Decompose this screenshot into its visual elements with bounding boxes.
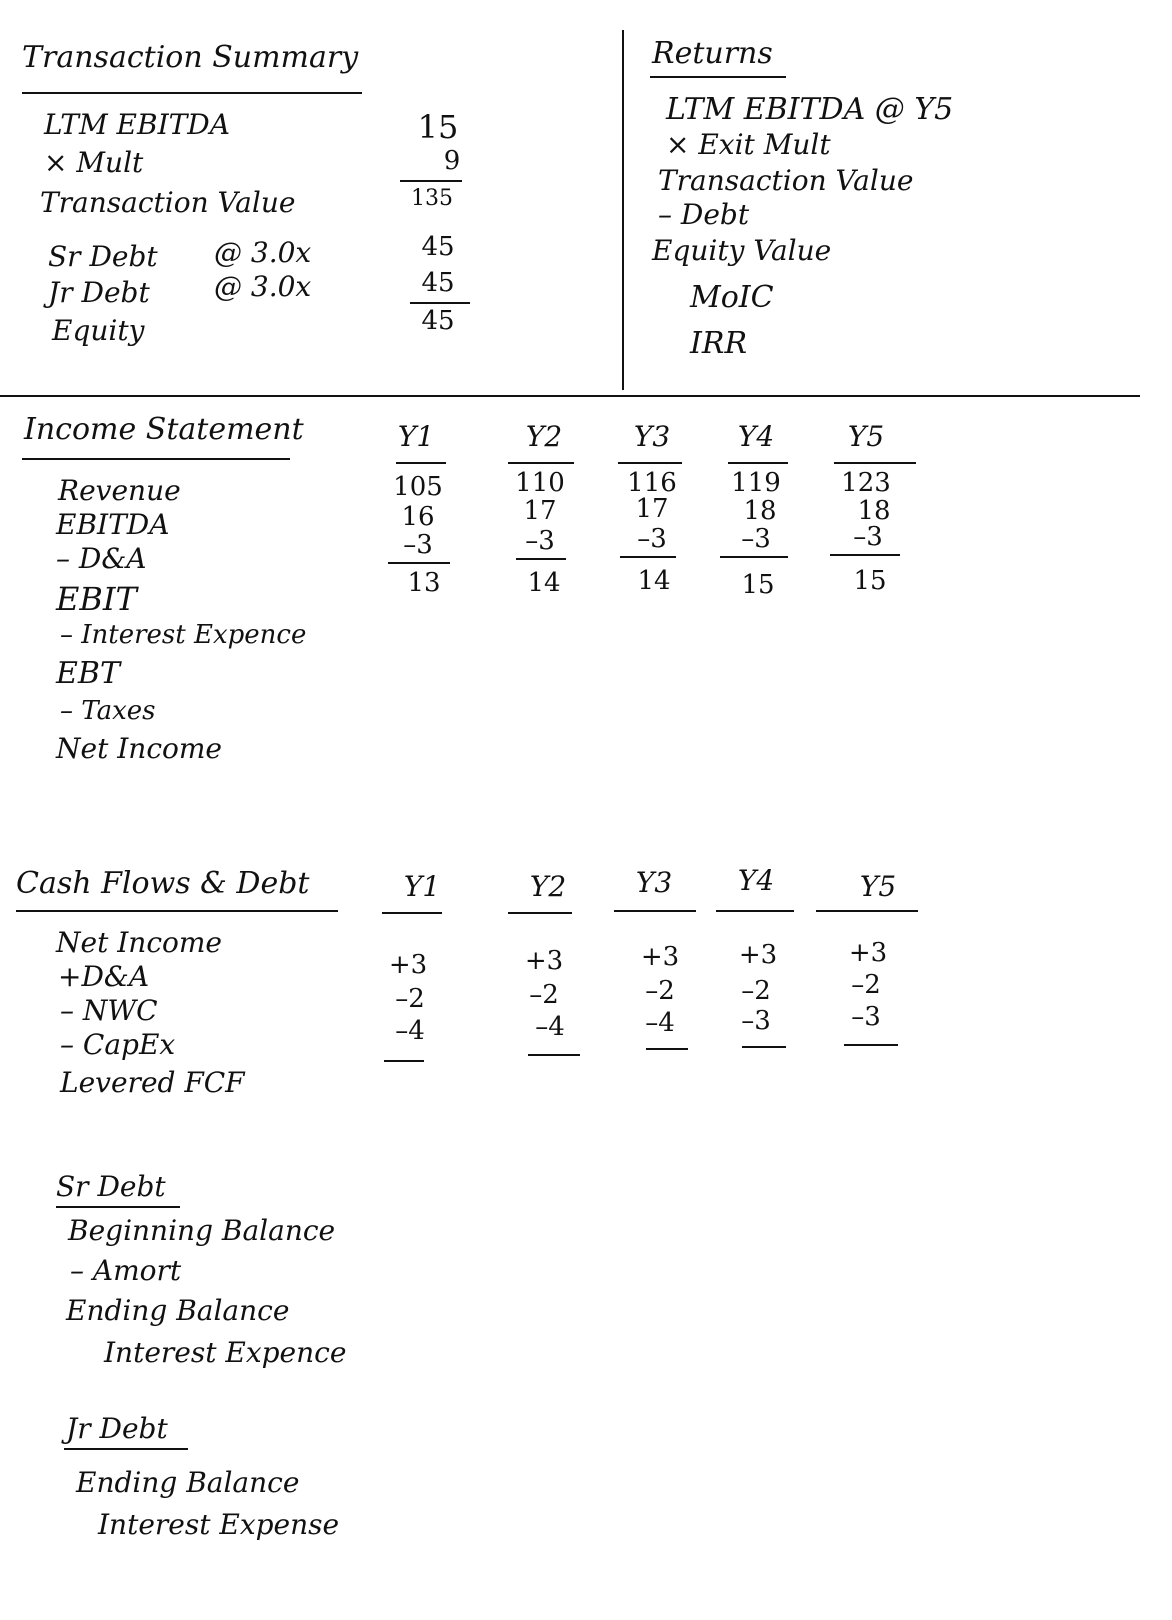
income-label: EBITDA: [56, 508, 170, 541]
sum-rule: [844, 1044, 898, 1046]
equity-value: 45: [421, 306, 455, 336]
sum-rule: [400, 180, 462, 182]
header-underline: [614, 910, 696, 912]
ebitda-y1: 16: [401, 502, 435, 532]
header-underline: [618, 462, 682, 464]
title-underline: [56, 1206, 180, 1208]
sum-rule: [388, 562, 450, 564]
cf-capex-y1: –4: [395, 1016, 425, 1046]
header-underline: [834, 462, 916, 464]
year-header: Y5: [859, 870, 897, 903]
sum-rule: [646, 1048, 688, 1050]
irr-label: IRR: [690, 326, 748, 361]
debt-line: Beginning Balance: [68, 1214, 336, 1247]
da-y5: –3: [853, 522, 883, 552]
ebitda-y2: 17: [523, 496, 557, 526]
year-header: Y4: [737, 420, 775, 453]
moic-label: MoIC: [690, 280, 774, 315]
vertical-divider: [622, 30, 624, 390]
debt-line: Ending Balance: [66, 1294, 290, 1327]
ebit-y5: 15: [853, 566, 887, 596]
sum-rule: [720, 556, 788, 558]
cf-capex-y4: –3: [741, 1006, 771, 1036]
returns-line: × Exit Mult: [666, 128, 831, 161]
sr-debt-mult: @ 3.0x: [214, 236, 312, 269]
ebit-y3: 14: [637, 566, 671, 596]
revenue-y4: 119: [731, 468, 781, 498]
header-underline: [396, 462, 446, 464]
year-header: Y1: [403, 870, 441, 903]
da-y2: –3: [525, 526, 555, 556]
returns-title: Returns: [652, 36, 773, 71]
debt-interest: Interest Expense: [98, 1508, 340, 1541]
cash-flow-label: – NWC: [60, 994, 158, 1027]
debt-line: Ending Balance: [76, 1466, 300, 1499]
cf-nwc-y3: –2: [645, 976, 675, 1006]
income-label: – Taxes: [60, 696, 156, 726]
header-underline: [816, 910, 918, 912]
sum-rule: [742, 1046, 786, 1048]
ltm-ebitda-label: LTM EBITDA: [44, 108, 230, 141]
year-header: Y2: [529, 870, 567, 903]
ebit-y2: 14: [527, 568, 561, 598]
header-underline: [728, 462, 788, 464]
ebit-y1: 13: [407, 568, 441, 598]
cf-da-y5: +3: [848, 938, 888, 968]
transaction-value: 135: [411, 186, 453, 211]
debt-interest: Interest Expence: [104, 1336, 347, 1369]
mult-value: 9: [443, 146, 461, 176]
sum-rule: [528, 1054, 580, 1056]
year-header: Y5: [847, 420, 885, 453]
revenue-y3: 116: [627, 468, 677, 498]
title-underline: [22, 458, 290, 460]
ebitda-y5: 18: [857, 496, 891, 526]
year-header: Y2: [525, 420, 563, 453]
title-underline: [16, 910, 338, 912]
cf-nwc-y4: –2: [741, 976, 771, 1006]
cf-da-y3: +3: [640, 942, 680, 972]
title-underline: [64, 1448, 188, 1450]
income-label: EBT: [56, 656, 120, 691]
horizontal-divider: [0, 395, 1140, 397]
sr-debt-label: Sr Debt: [48, 240, 158, 273]
jr-debt-label: Jr Debt: [48, 276, 150, 309]
income-label: Net Income: [56, 732, 222, 765]
debt-schedule-title: Jr Debt: [66, 1412, 168, 1445]
equity-label: Equity: [52, 314, 145, 347]
cf-nwc-y5: –2: [851, 970, 881, 1000]
transaction-summary-title: Transaction Summary: [22, 40, 359, 75]
cf-capex-y2: –4: [535, 1012, 565, 1042]
cf-da-y4: +3: [738, 940, 778, 970]
cash-flow-label: – CapEx: [60, 1028, 176, 1061]
da-y1: –3: [403, 530, 433, 560]
sum-rule: [410, 302, 470, 304]
income-label: – D&A: [56, 542, 147, 575]
revenue-y5: 123: [841, 468, 891, 498]
cf-da-y2: +3: [524, 946, 564, 976]
mult-label: × Mult: [44, 146, 144, 179]
ltm-ebitda-value: 15: [417, 108, 459, 146]
sum-rule: [830, 554, 900, 556]
header-underline: [716, 910, 794, 912]
da-y3: –3: [637, 524, 667, 554]
cf-capex-y3: –4: [645, 1008, 675, 1038]
returns-line: – Debt: [658, 198, 750, 231]
returns-line: Equity Value: [652, 234, 832, 267]
income-label: – Interest Expence: [60, 620, 307, 650]
income-statement-title: Income Statement: [24, 412, 304, 447]
ebit-y4: 15: [741, 570, 775, 600]
cash-flow-label: Net Income: [56, 926, 222, 959]
cf-nwc-y1: –2: [395, 984, 425, 1014]
header-underline: [382, 912, 442, 914]
debt-line: – Amort: [70, 1254, 182, 1287]
jr-debt-mult: @ 3.0x: [214, 270, 312, 303]
ebitda-y4: 18: [743, 496, 777, 526]
cash-flow-label: Levered FCF: [60, 1066, 245, 1099]
sum-rule: [384, 1060, 424, 1062]
sr-debt-value: 45: [421, 232, 455, 262]
da-y4: –3: [741, 524, 771, 554]
year-header: Y4: [737, 864, 775, 897]
returns-line: LTM EBITDA @ Y5: [666, 92, 954, 127]
returns-line: Transaction Value: [658, 164, 914, 197]
income-label: EBIT: [56, 580, 137, 618]
cash-flows-title: Cash Flows & Debt: [16, 866, 310, 901]
income-label: Revenue: [58, 474, 181, 507]
title-underline: [22, 92, 362, 94]
cash-flow-label: +D&A: [58, 960, 150, 993]
sum-rule: [620, 556, 676, 558]
year-header: Y3: [633, 420, 671, 453]
sum-rule: [516, 558, 566, 560]
year-header: Y1: [397, 420, 435, 453]
revenue-y1: 105: [393, 472, 443, 502]
cf-capex-y5: –3: [851, 1002, 881, 1032]
jr-debt-value: 45: [421, 268, 455, 298]
year-header: Y3: [635, 866, 673, 899]
cf-nwc-y2: –2: [529, 980, 559, 1010]
cf-da-y1: +3: [388, 950, 428, 980]
revenue-y2: 110: [515, 468, 565, 498]
debt-schedule-title: Sr Debt: [56, 1170, 166, 1203]
header-underline: [508, 462, 574, 464]
title-underline: [650, 76, 786, 78]
transaction-value-label: Transaction Value: [40, 186, 296, 219]
header-underline: [508, 912, 572, 914]
ebitda-y3: 17: [635, 494, 669, 524]
